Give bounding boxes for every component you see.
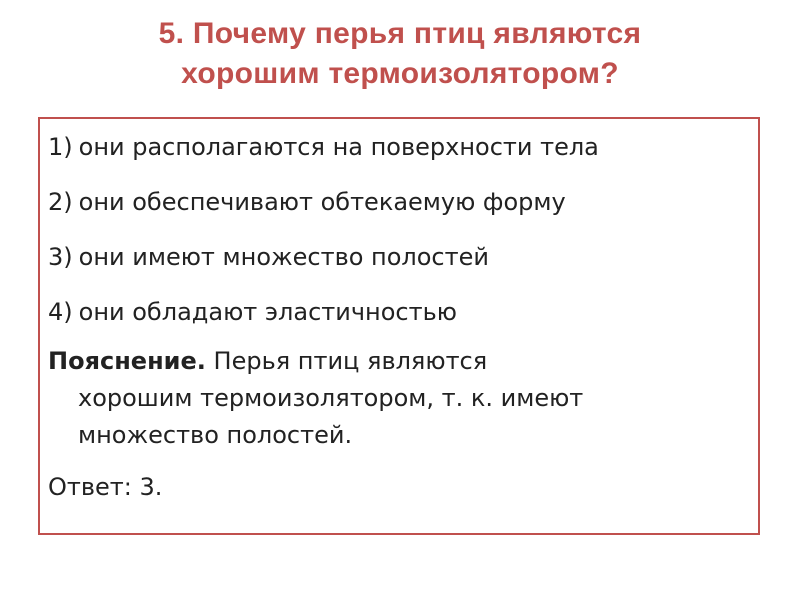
option-4 bbox=[48, 288, 750, 343]
explanation bbox=[48, 343, 750, 468]
answer-value: 3. bbox=[139, 473, 163, 501]
title-line-1: 5. Почему перья птиц являются bbox=[158, 17, 642, 50]
explanation-line-2: хорошим термоизолятором, т. к. имеют bbox=[78, 384, 584, 412]
option-number: 4) bbox=[48, 298, 73, 326]
title-line-2: хорошим термоизолятором? bbox=[181, 57, 619, 90]
option-number: 3) bbox=[48, 243, 73, 271]
page-title bbox=[40, 14, 760, 94]
explanation-line-3: множество полостей. bbox=[78, 421, 353, 449]
option-2 bbox=[48, 178, 750, 233]
explanation-line-1: Перья птиц являются bbox=[213, 347, 488, 375]
option-number: 2) bbox=[48, 188, 73, 216]
option-text: они обеспечивают обтекаемую форму bbox=[78, 188, 566, 216]
option-1 bbox=[48, 123, 750, 178]
explanation-label: Пояснение. bbox=[48, 347, 206, 375]
option-text: они имеют множество полостей bbox=[78, 243, 489, 271]
option-number: 1) bbox=[48, 133, 73, 161]
answer-options-box bbox=[38, 117, 760, 535]
answer bbox=[48, 468, 750, 506]
option-text: они располагаются на поверхности тела bbox=[78, 133, 599, 161]
answer-label: Ответ: bbox=[48, 473, 132, 501]
option-text: они обладают эластичностью bbox=[78, 298, 457, 326]
option-3 bbox=[48, 233, 750, 288]
